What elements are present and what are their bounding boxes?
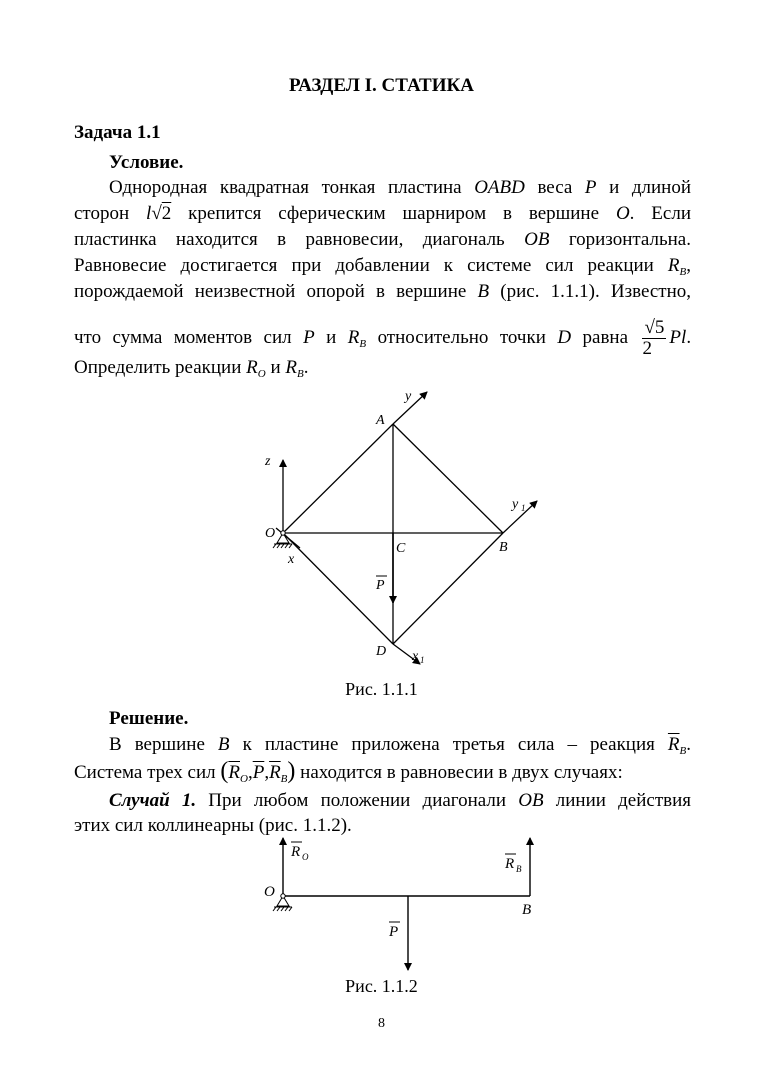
solution-heading: Решение. <box>109 708 189 729</box>
edge-BD <box>393 533 503 644</box>
solution-line-3: Случай 1. При любом положении диагонали OB линии действия <box>109 790 691 811</box>
label-x1-sub: 1 <box>420 655 425 665</box>
axis-y1 <box>503 501 537 533</box>
section-title: РАЗДЕЛ I. СТАТИКА <box>288 75 475 96</box>
label-x1: x <box>412 649 419 664</box>
label-B2: B <box>522 902 532 918</box>
label-z: z <box>265 454 271 469</box>
condition-line-3: пластинка находится в равновесии, диагональ OB горизонтальна. <box>74 229 691 250</box>
label-O: O <box>265 526 276 541</box>
label-O2: O <box>264 884 275 900</box>
label-P: P <box>376 578 385 593</box>
sqrt5-over-2-fraction: $\frac{√5}{2}$ <box>642 317 665 359</box>
condition-line-1: Однородная квадратная тонкая пластина OABD веса P и длиной <box>109 177 692 198</box>
label-y: y <box>405 389 412 404</box>
figure-1-1-1-caption: Рис. 1.1.1 <box>345 679 418 699</box>
solution-line-4: этих сил коллинеарны (рис. 1.1.2). <box>74 815 352 836</box>
page-number: 8 <box>378 1016 385 1031</box>
figure-1-1-1 <box>0 380 763 680</box>
label-A: A <box>376 413 385 428</box>
condition-line-6: что сумма моментов сил P и $R_B$ относительно точки D равна $\frac{√5}{2}$ Pl. <box>74 317 692 359</box>
label-y1: y <box>512 497 519 512</box>
label-C: C <box>396 541 406 556</box>
task-title: Задача 1.1 <box>74 122 161 143</box>
condition-line-2: сторон l√2 крепится сферическим шарниром в вершине O. Если <box>74 203 691 224</box>
label-y1-sub: 1 <box>521 503 526 513</box>
label-P2: P <box>389 924 399 940</box>
label-RB-sub: B <box>516 864 522 874</box>
condition-line-4: Равновесие достигается при добавлении к системе сил реакции $R_B$, <box>74 255 692 278</box>
label-RO: R <box>291 844 301 860</box>
label-RB: R <box>505 856 515 872</box>
condition-line-5: порождаемой неизвестной опорой в вершине B (рис. 1.1.1). Известно, <box>74 281 692 302</box>
solution-line-2: Система трех сил $(\overline{R}_O,\overline{P},\overline{R}_B)$ находится в равновесии в двух случаях: <box>74 758 623 785</box>
condition-heading: Условие. <box>109 152 184 173</box>
edge-AB <box>393 424 503 533</box>
label-B: B <box>499 540 508 555</box>
label-D: D <box>376 644 387 659</box>
solution-line-1: В вершине B к пластине приложена третья сила – реакция $\overline{R}_B$. <box>109 734 692 757</box>
figure-1-1-2-caption: Рис. 1.1.2 <box>345 976 418 996</box>
label-x: x <box>288 552 295 567</box>
edge-OA <box>283 424 393 533</box>
label-RO-sub: O <box>302 852 309 862</box>
figure-1-1-2 <box>0 836 763 976</box>
condition-line-7: Определить реакции $R_O$ и $R_B$. <box>74 357 309 380</box>
